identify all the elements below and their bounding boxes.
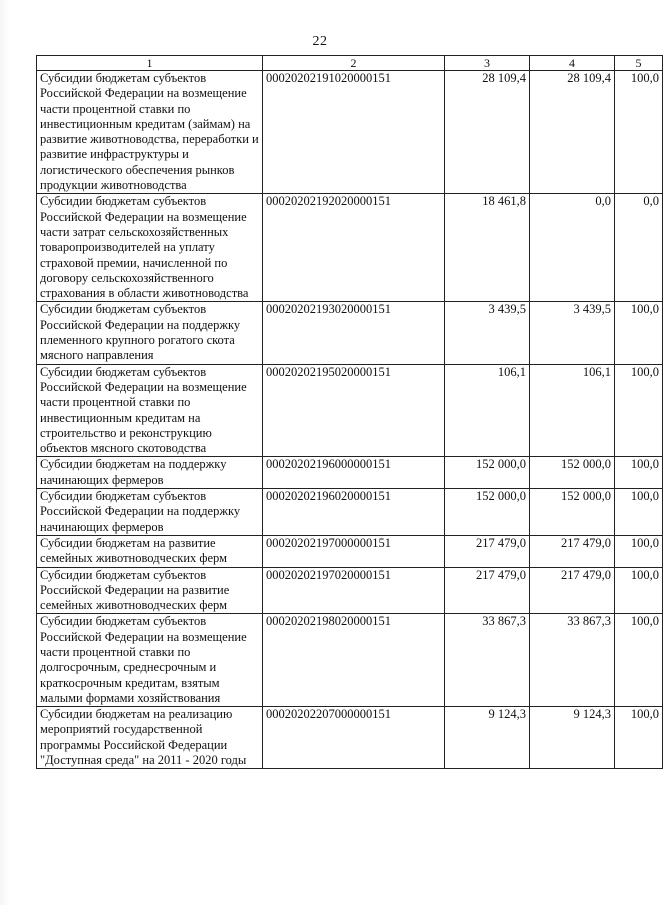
row-percent: 100,0: [615, 71, 663, 194]
header-col-3: 3: [445, 56, 530, 71]
row-planned: 3 439,5: [445, 302, 530, 364]
row-planned: 217 479,0: [445, 567, 530, 614]
row-name: Субсидии бюджетам на реализацию мероприятий государственной программы Российской Федерации "Доступная среда" на 2011 - 2020 годы: [37, 707, 263, 769]
row-actual: 152 000,0: [530, 489, 615, 536]
row-planned: 152 000,0: [445, 457, 530, 489]
row-name: Субсидии бюджетам субъектов Российской Федерации на возмещение части процентной ставки по инвестиционным кредитам (займам) на развитие животноводства, переработки и развитие инфраструктуры и логистического обеспечения рынков продукции животноводства: [37, 71, 263, 194]
row-actual: 0,0: [530, 194, 615, 302]
row-actual: 106,1: [530, 364, 615, 457]
row-planned: 18 461,8: [445, 194, 530, 302]
row-code: 00020202192020000151: [263, 194, 445, 302]
row-code: 00020202196020000151: [263, 489, 445, 536]
row-code: 00020202196000000151: [263, 457, 445, 489]
row-planned: 106,1: [445, 364, 530, 457]
row-percent: 100,0: [615, 302, 663, 364]
header-col-1: 1: [37, 56, 263, 71]
row-planned: 152 000,0: [445, 489, 530, 536]
row-percent: 100,0: [615, 489, 663, 536]
row-actual: 217 479,0: [530, 567, 615, 614]
row-planned: 9 124,3: [445, 707, 530, 769]
row-percent: 100,0: [615, 457, 663, 489]
row-code: 00020202191020000151: [263, 71, 445, 194]
header-col-5: 5: [615, 56, 663, 71]
row-name: Субсидии бюджетам субъектов Российской Федерации на развитие семейных животноводческих ферм: [37, 567, 263, 614]
row-code: 00020202198020000151: [263, 614, 445, 707]
row-name: Субсидии бюджетам субъектов Российской Федерации на поддержку начинающих фермеров: [37, 489, 263, 536]
row-actual: 9 124,3: [530, 707, 615, 769]
row-actual: 33 867,3: [530, 614, 615, 707]
row-percent: 100,0: [615, 614, 663, 707]
row-name: Субсидии бюджетам субъектов Российской Федерации на возмещение части процентной ставки по долгосрочным, среднесрочным и краткосрочным кредитам, взятым малыми формами хозяйствования: [37, 614, 263, 707]
table-body: [37, 71, 663, 769]
page-number: 22: [312, 34, 328, 49]
row-name: Субсидии бюджетам на поддержку начинающих фермеров: [37, 457, 263, 489]
row-planned: 28 109,4: [445, 71, 530, 194]
table-row: [37, 71, 663, 194]
table-row: [37, 707, 663, 769]
table-row: [37, 364, 663, 457]
row-actual: 217 479,0: [530, 535, 615, 567]
table-row: [37, 489, 663, 536]
table-row: [37, 302, 663, 364]
row-actual: 3 439,5: [530, 302, 615, 364]
row-code: 00020202197000000151: [263, 535, 445, 567]
row-percent: 100,0: [615, 535, 663, 567]
row-percent: 100,0: [615, 567, 663, 614]
row-name: Субсидии бюджетам на развитие семейных животноводческих ферм: [37, 535, 263, 567]
row-code: 00020202207000000151: [263, 707, 445, 769]
table-row: [37, 457, 663, 489]
row-name: Субсидии бюджетам субъектов Российской Федерации на возмещение части затрат сельскохозяйственных товаропроизводителей на уплату страховой премии, начисленной по договору сельскохозяйственного страхования в области животноводства: [37, 194, 263, 302]
row-actual: 28 109,4: [530, 71, 615, 194]
table-header: [37, 56, 663, 71]
header-row: [37, 56, 663, 71]
row-percent: 100,0: [615, 364, 663, 457]
row-name: Субсидии бюджетам субъектов Российской Федерации на поддержку племенного крупного рогатого скота мясного направления: [37, 302, 263, 364]
row-planned: 33 867,3: [445, 614, 530, 707]
row-code: 00020202197020000151: [263, 567, 445, 614]
row-code: 00020202193020000151: [263, 302, 445, 364]
table-row: [37, 194, 663, 302]
scan-edge-shadow: [0, 0, 10, 905]
header-col-2: 2: [263, 56, 445, 71]
row-name: Субсидии бюджетам субъектов Российской Федерации на возмещение части процентной ставки по инвестиционным кредитам на строительство и реконструкцию объектов мясного скотоводства: [37, 364, 263, 457]
row-actual: 152 000,0: [530, 457, 615, 489]
row-planned: 217 479,0: [445, 535, 530, 567]
row-code: 00020202195020000151: [263, 364, 445, 457]
table-row: [37, 535, 663, 567]
table-row: [37, 567, 663, 614]
header-col-4: 4: [530, 56, 615, 71]
table-row: [37, 614, 663, 707]
budget-table: [36, 55, 663, 769]
row-percent: 0,0: [615, 194, 663, 302]
row-percent: 100,0: [615, 707, 663, 769]
